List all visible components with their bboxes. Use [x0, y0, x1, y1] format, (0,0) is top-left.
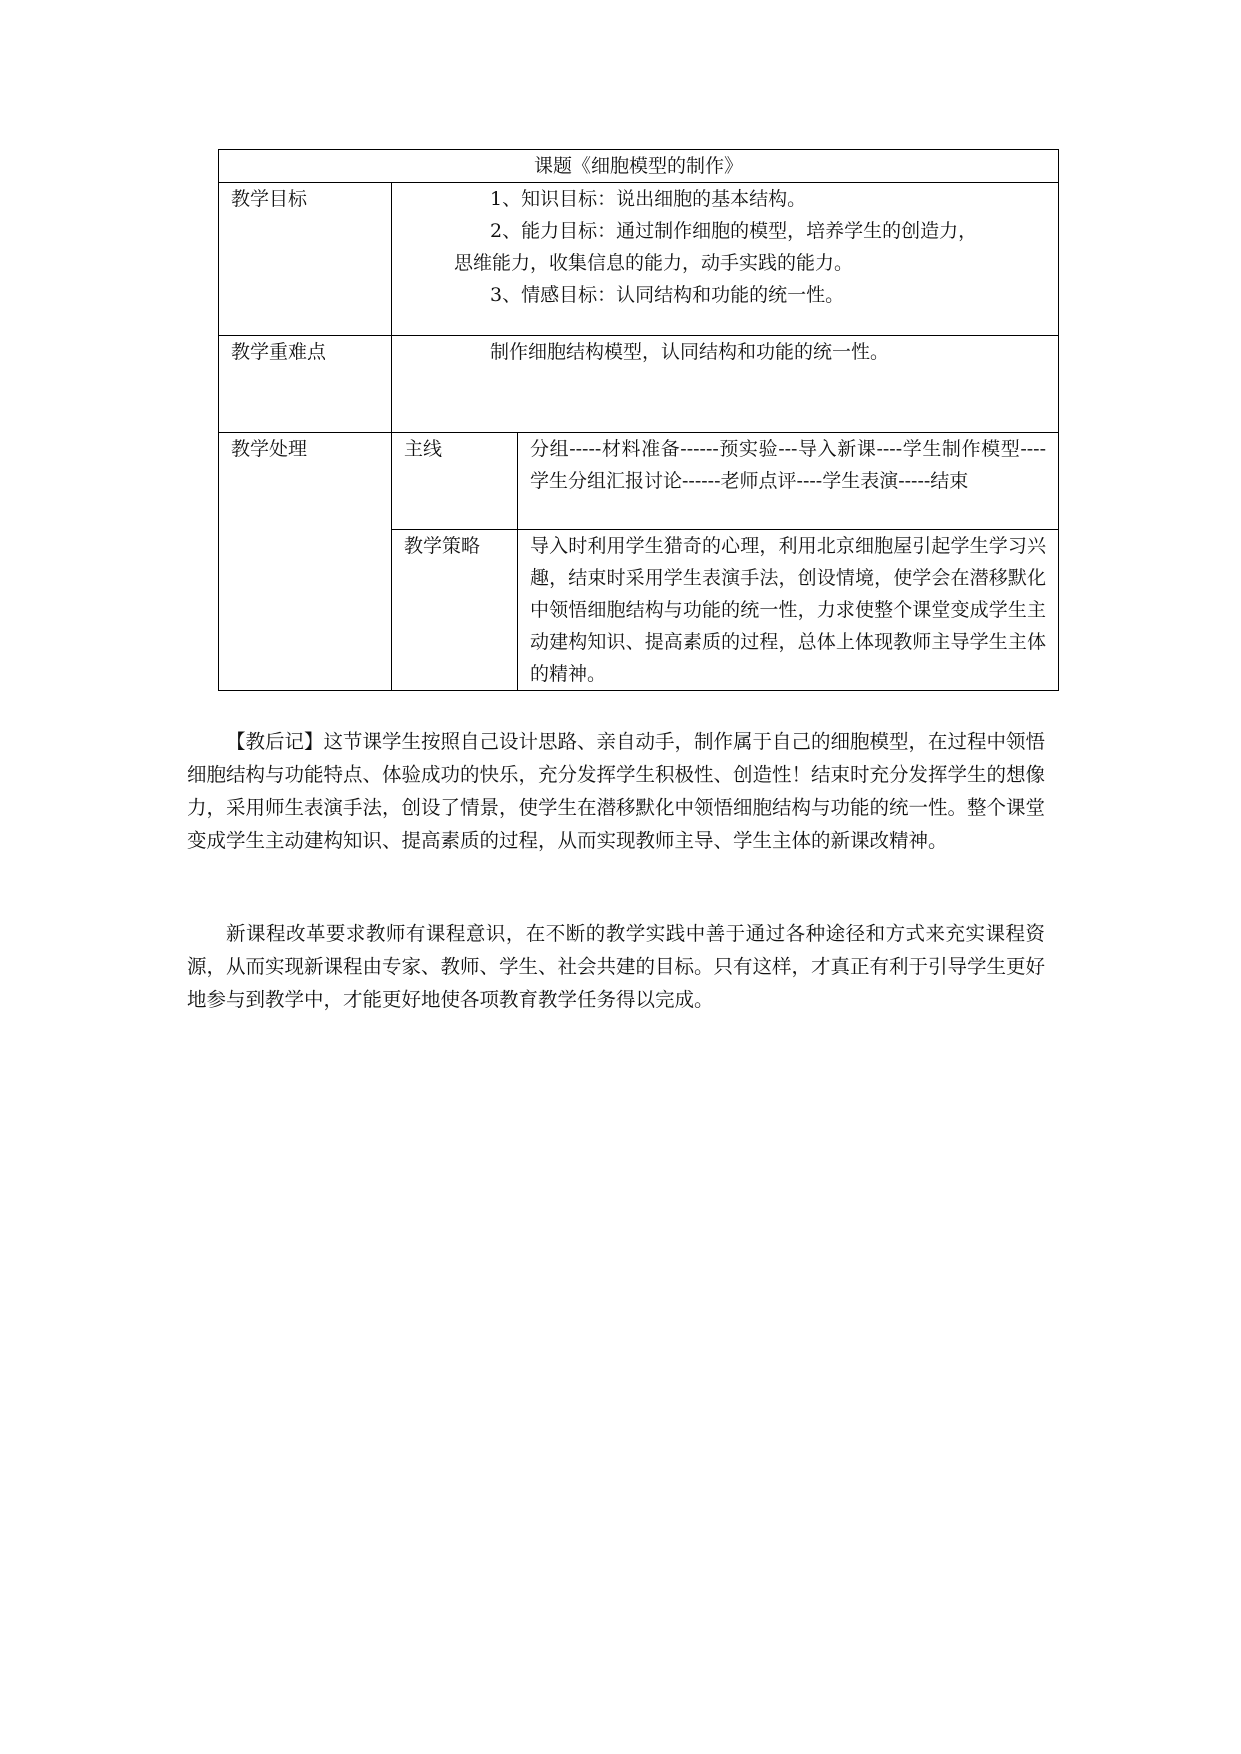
objectives-label: 教学目标 — [219, 183, 392, 336]
mainline-label: 主线 — [392, 433, 518, 530]
processing-label: 教学处理 — [219, 433, 392, 691]
key-points-content — [392, 336, 1059, 433]
objectives-row — [219, 183, 1059, 336]
strategy-label: 教学策略 — [392, 530, 518, 691]
objective-item: 2、能力目标：通过制作细胞的模型，培养学生的创造力， — [490, 220, 978, 242]
curriculum-reform-paragraph: 新课程改革要求教师有课程意识，在不断的教学实践中善于通过各种途径和方式来充实课程资源，从而实现新课程由专家、教师、学生、社会共建的目标。只有这样，才真正有利于引导学生更好地参与到教学中，才能更好地使各项教育教学任务得以完成。 — [187, 922, 1046, 1011]
objective-item: 1、知识目标：说出细胞的基本结构。 — [490, 188, 807, 210]
key-points-row — [219, 336, 1059, 433]
mainline-text: 分组-----材料准备------预实验---导入新课----学生制作模型----学生分组汇报讨论------老师点评----学生表演-----结束 — [518, 433, 1059, 530]
table-title: 课题《细胞模型的制作》 — [219, 150, 1059, 183]
lesson-plan-table — [218, 149, 1059, 691]
strategy-text: 导入时利用学生猎奇的心理，利用北京细胞屋引起学生学习兴趣，结束时采用学生表演手法，创设情境，使学会在潜移默化中领悟细胞结构与功能的统一性，力求使整个课堂变成学生主动建构知识、提高素质的过程，总体上体现教师主导学生主体的精神。 — [518, 530, 1059, 691]
objective-item: 3、情感目标：认同结构和功能的统一性。 — [490, 284, 845, 306]
mainline-row — [219, 433, 1059, 530]
key-points-text: 制作细胞结构模型，认同结构和功能的统一性。 — [490, 341, 890, 363]
key-points-label: 教学重难点 — [219, 336, 392, 433]
objective-item: 思维能力，收集信息的能力，动手实践的能力。 — [454, 252, 854, 274]
afterword-paragraph: 【教后记】这节课学生按照自己设计思路、亲自动手，制作属于自己的细胞模型，在过程中领悟细胞结构与功能特点、体验成功的快乐，充分发挥学生积极性、创造性！结束时充分发挥学生的想像力，采用师生表演手法，创设了情景，使学生在潜移默化中领悟细胞结构与功能的统一性。整个课堂变成学生主动建构知识、提高素质的过程，从而实现教师主导、学生主体的新课改精神。 — [187, 730, 1046, 852]
objectives-content — [392, 183, 1059, 336]
title-row — [219, 150, 1059, 183]
